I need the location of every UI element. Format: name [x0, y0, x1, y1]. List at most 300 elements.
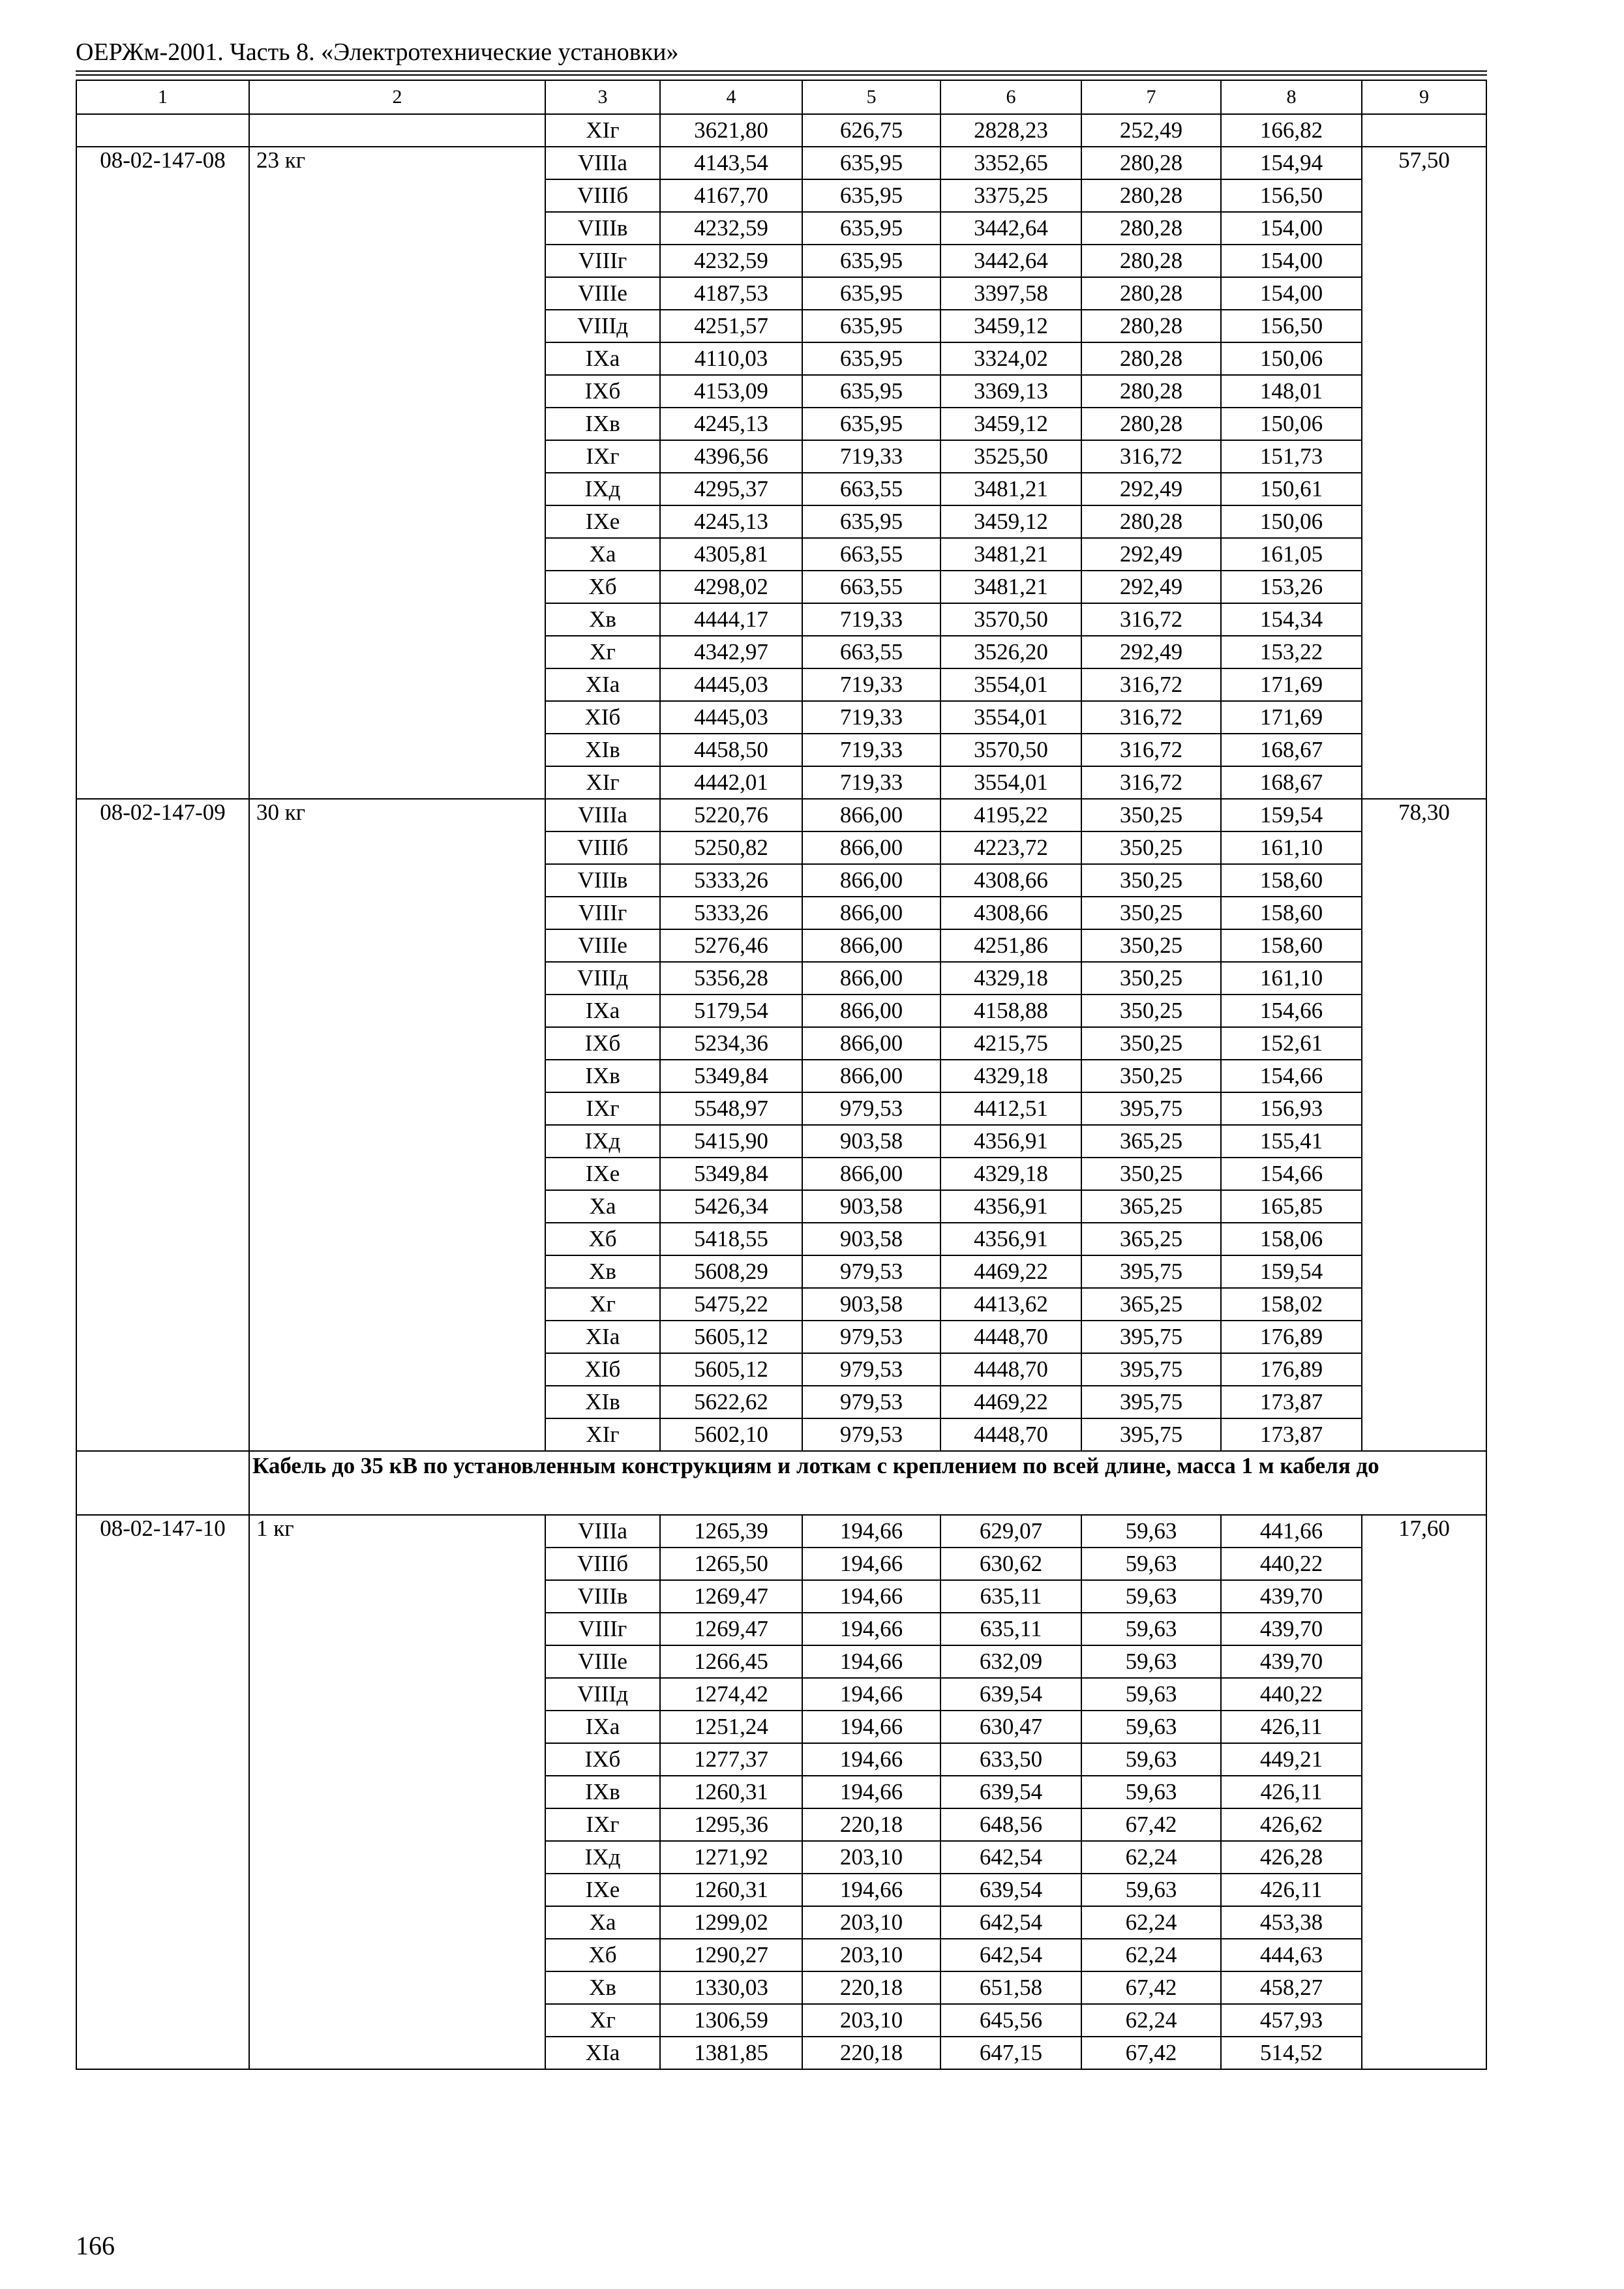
value-cell: IXе [545, 1874, 660, 1906]
value-cell: 158,60 [1221, 897, 1362, 929]
value-cell: 635,95 [802, 408, 940, 440]
value-cell: VIIIд [545, 962, 660, 995]
value-cell: 67,42 [1081, 1971, 1221, 2004]
value-cell: 635,95 [802, 310, 940, 342]
value-cell: 979,53 [802, 1321, 940, 1353]
value-cell: IXа [545, 995, 660, 1027]
code-cell: 08-02-147-08 [76, 147, 249, 799]
value-cell: 440,22 [1221, 1678, 1362, 1711]
value-cell: 203,10 [802, 1906, 940, 1939]
value-cell: 280,28 [1081, 505, 1221, 538]
col9-cell: 78,30 [1362, 799, 1486, 1451]
value-cell: Xб [545, 571, 660, 603]
value-cell: 635,11 [940, 1580, 1081, 1613]
column-number: 8 [1221, 80, 1362, 114]
value-cell: 426,62 [1221, 1808, 1362, 1841]
value-cell: 630,62 [940, 1548, 1081, 1580]
value-cell: 1330,03 [660, 1971, 802, 2004]
value-cell: 426,11 [1221, 1874, 1362, 1906]
value-cell: 1306,59 [660, 2004, 802, 2037]
value-cell: 350,25 [1081, 1158, 1221, 1190]
value-cell: Xг [545, 2004, 660, 2037]
column-number: 9 [1362, 80, 1486, 114]
value-cell: 3621,80 [660, 114, 802, 147]
value-cell: 365,25 [1081, 1223, 1221, 1255]
value-cell: 350,25 [1081, 897, 1221, 929]
value-cell: 292,49 [1081, 473, 1221, 505]
value-cell: 220,18 [802, 1971, 940, 2004]
value-cell: 458,27 [1221, 1971, 1362, 2004]
value-cell: 5605,12 [660, 1353, 802, 1386]
value-cell: 156,50 [1221, 310, 1362, 342]
value-cell: VIIIа [545, 1515, 660, 1548]
value-cell: 1290,27 [660, 1939, 802, 1971]
value-cell: 719,33 [802, 734, 940, 766]
value-cell: VIIIе [545, 1645, 660, 1678]
value-cell: 2828,23 [940, 114, 1081, 147]
value-cell: 165,85 [1221, 1190, 1362, 1223]
value-cell: IXе [545, 505, 660, 538]
value-cell: 457,93 [1221, 2004, 1362, 2037]
value-cell: 161,05 [1221, 538, 1362, 571]
value-cell: 719,33 [802, 603, 940, 636]
value-cell: 642,54 [940, 1906, 1081, 1939]
value-cell: 350,25 [1081, 1060, 1221, 1092]
value-cell: 194,66 [802, 1613, 940, 1645]
value-cell: IXа [545, 342, 660, 375]
value-cell: 1295,36 [660, 1808, 802, 1841]
value-cell: 176,89 [1221, 1353, 1362, 1386]
value-cell: Xг [545, 636, 660, 668]
value-cell: VIIIе [545, 929, 660, 962]
value-cell: 220,18 [802, 1808, 940, 1841]
value-cell: 194,66 [802, 1645, 940, 1678]
value-cell: 5475,22 [660, 1288, 802, 1321]
value-cell: 150,61 [1221, 473, 1362, 505]
value-cell: 903,58 [802, 1125, 940, 1158]
value-cell: 4153,09 [660, 375, 802, 408]
value-cell: IXб [545, 1027, 660, 1060]
value-cell: 4308,66 [940, 897, 1081, 929]
value-cell: 161,10 [1221, 831, 1362, 864]
value-cell: 3570,50 [940, 603, 1081, 636]
value-cell: 280,28 [1081, 310, 1221, 342]
value-cell: 4245,13 [660, 505, 802, 538]
page-header: ОЕРЖм-2001. Часть 8. «Электротехнические установки» [76, 38, 679, 66]
value-cell: 62,24 [1081, 2004, 1221, 2037]
value-cell: 194,66 [802, 1548, 940, 1580]
column-number: 5 [802, 80, 940, 114]
value-cell: 979,53 [802, 1255, 940, 1288]
value-cell: XIа [545, 1321, 660, 1353]
value-cell: 630,47 [940, 1711, 1081, 1743]
value-cell: 59,63 [1081, 1711, 1221, 1743]
value-cell: 5333,26 [660, 864, 802, 897]
value-cell: 350,25 [1081, 831, 1221, 864]
value-cell: 626,75 [802, 114, 940, 147]
value-cell: 1269,47 [660, 1613, 802, 1645]
value-cell: 3397,58 [940, 277, 1081, 310]
value-cell: 350,25 [1081, 864, 1221, 897]
value-cell: 719,33 [802, 440, 940, 473]
value-cell: 439,70 [1221, 1580, 1362, 1613]
column-number: 7 [1081, 80, 1221, 114]
value-cell: 441,66 [1221, 1515, 1362, 1548]
value-cell: IXв [545, 1776, 660, 1808]
value-cell: 514,52 [1221, 2037, 1362, 2069]
value-cell: 316,72 [1081, 668, 1221, 701]
value-cell: 663,55 [802, 538, 940, 571]
value-cell: 4469,22 [940, 1255, 1081, 1288]
value-cell: 4295,37 [660, 473, 802, 505]
value-cell: 5548,97 [660, 1092, 802, 1125]
value-cell: 194,66 [802, 1678, 940, 1711]
value-cell: 154,66 [1221, 1158, 1362, 1190]
value-cell: 154,66 [1221, 995, 1362, 1027]
value-cell: VIIIг [545, 245, 660, 277]
description-cell: 23 кг [249, 147, 545, 799]
value-cell: 719,33 [802, 766, 940, 799]
value-cell: 4232,59 [660, 245, 802, 277]
value-cell: VIIIа [545, 799, 660, 831]
value-cell: 4298,02 [660, 571, 802, 603]
value-cell: 645,56 [940, 2004, 1081, 2037]
value-cell: 3324,02 [940, 342, 1081, 375]
value-cell: 3526,20 [940, 636, 1081, 668]
value-cell: 148,01 [1221, 375, 1362, 408]
value-cell: 280,28 [1081, 147, 1221, 179]
table-row [76, 147, 1486, 179]
value-cell: 5220,76 [660, 799, 802, 831]
value-cell: 280,28 [1081, 408, 1221, 440]
value-cell: 158,60 [1221, 929, 1362, 962]
value-cell: 155,41 [1221, 1125, 1362, 1158]
value-cell: 866,00 [802, 831, 940, 864]
value-cell: 4356,91 [940, 1223, 1081, 1255]
value-cell: XIа [545, 668, 660, 701]
column-number: 6 [940, 80, 1081, 114]
value-cell: Xг [545, 1288, 660, 1321]
value-cell: 3525,50 [940, 440, 1081, 473]
value-cell: 866,00 [802, 995, 940, 1027]
value-cell: 903,58 [802, 1223, 940, 1255]
value-cell: 4356,91 [940, 1190, 1081, 1223]
value-cell: 639,54 [940, 1776, 1081, 1808]
value-cell: VIIIв [545, 864, 660, 897]
code-cell: 08-02-147-09 [76, 799, 249, 1451]
value-cell: 5349,84 [660, 1158, 802, 1190]
value-cell: VIIIд [545, 310, 660, 342]
value-cell: IXг [545, 440, 660, 473]
value-cell: 426,11 [1221, 1711, 1362, 1743]
value-cell: 350,25 [1081, 929, 1221, 962]
value-cell: 3570,50 [940, 734, 1081, 766]
value-cell: 5356,28 [660, 962, 802, 995]
value-cell: 166,82 [1221, 114, 1362, 147]
table-row [76, 799, 1486, 831]
value-cell: 194,66 [802, 1874, 940, 1906]
value-cell: 866,00 [802, 1027, 940, 1060]
value-cell: 903,58 [802, 1190, 940, 1223]
value-cell: 642,54 [940, 1939, 1081, 1971]
value-cell: 663,55 [802, 571, 940, 603]
value-cell: 194,66 [802, 1776, 940, 1808]
value-cell: 4356,91 [940, 1125, 1081, 1158]
value-cell: 1265,39 [660, 1515, 802, 1548]
value-cell: 635,95 [802, 375, 940, 408]
resource-table [76, 80, 1487, 2070]
value-cell: 866,00 [802, 962, 940, 995]
value-cell: XIб [545, 1353, 660, 1386]
value-cell: 154,00 [1221, 212, 1362, 245]
value-cell: 59,63 [1081, 1874, 1221, 1906]
value-cell: 62,24 [1081, 1939, 1221, 1971]
value-cell: 4444,17 [660, 603, 802, 636]
value-cell: 866,00 [802, 897, 940, 929]
value-cell: 4458,50 [660, 734, 802, 766]
value-cell: 1271,92 [660, 1841, 802, 1874]
value-cell: 395,75 [1081, 1418, 1221, 1451]
value-cell: 365,25 [1081, 1190, 1221, 1223]
value-cell: 67,42 [1081, 1808, 1221, 1841]
value-cell: 194,66 [802, 1515, 940, 1548]
value-cell: 635,95 [802, 212, 940, 245]
value-cell: 866,00 [802, 1158, 940, 1190]
value-cell: 158,02 [1221, 1288, 1362, 1321]
value-cell: 4215,75 [940, 1027, 1081, 1060]
value-cell: XIв [545, 734, 660, 766]
value-cell: 4195,22 [940, 799, 1081, 831]
value-cell: IXб [545, 1743, 660, 1776]
value-cell: 194,66 [802, 1711, 940, 1743]
value-cell: 154,00 [1221, 277, 1362, 310]
value-cell: IXв [545, 1060, 660, 1092]
value-cell: 3459,12 [940, 310, 1081, 342]
value-cell: 156,50 [1221, 179, 1362, 212]
value-cell: VIIIе [545, 277, 660, 310]
value-cell: 444,63 [1221, 1939, 1362, 1971]
value-cell: 316,72 [1081, 603, 1221, 636]
value-cell: IXе [545, 1158, 660, 1190]
value-cell: Xа [545, 538, 660, 571]
value-cell: 4413,62 [940, 1288, 1081, 1321]
value-cell: 5234,36 [660, 1027, 802, 1060]
value-cell: 158,06 [1221, 1223, 1362, 1255]
value-cell: 395,75 [1081, 1321, 1221, 1353]
value-cell: 395,75 [1081, 1353, 1221, 1386]
value-cell: 629,07 [940, 1515, 1081, 1548]
value-cell: 59,63 [1081, 1515, 1221, 1548]
value-cell: 395,75 [1081, 1255, 1221, 1288]
value-cell: 150,06 [1221, 505, 1362, 538]
value-cell: 1260,31 [660, 1874, 802, 1906]
value-cell: 292,49 [1081, 571, 1221, 603]
value-cell: 4329,18 [940, 1158, 1081, 1190]
value-cell: Xб [545, 1223, 660, 1255]
value-cell: 1265,50 [660, 1548, 802, 1580]
value-cell: 4251,86 [940, 929, 1081, 962]
value-cell: 59,63 [1081, 1678, 1221, 1711]
value-cell: 154,34 [1221, 603, 1362, 636]
value-cell: 156,93 [1221, 1092, 1362, 1125]
value-cell: Xа [545, 1906, 660, 1939]
value-cell: 3459,12 [940, 408, 1081, 440]
value-cell: 4143,54 [660, 147, 802, 179]
value-cell: 171,69 [1221, 668, 1362, 701]
value-cell: 639,54 [940, 1874, 1081, 1906]
value-cell: 280,28 [1081, 277, 1221, 310]
value-cell: 194,66 [802, 1743, 940, 1776]
value-cell: 161,10 [1221, 962, 1362, 995]
value-cell: 350,25 [1081, 995, 1221, 1027]
value-cell: VIIIб [545, 1548, 660, 1580]
column-number: 3 [545, 80, 660, 114]
value-cell: 5608,29 [660, 1255, 802, 1288]
value-cell: VIIIб [545, 831, 660, 864]
value-cell: 3554,01 [940, 766, 1081, 799]
value-cell: 150,06 [1221, 408, 1362, 440]
value-cell: 633,50 [940, 1743, 1081, 1776]
value-cell: 280,28 [1081, 245, 1221, 277]
value-cell: 3442,64 [940, 212, 1081, 245]
header-rule-top [76, 70, 1487, 72]
value-cell: Xа [545, 1190, 660, 1223]
value-cell: 350,25 [1081, 799, 1221, 831]
value-cell: 153,26 [1221, 571, 1362, 603]
value-cell: 3554,01 [940, 701, 1081, 734]
value-cell: IXа [545, 1711, 660, 1743]
value-cell: 1274,42 [660, 1678, 802, 1711]
value-cell: 220,18 [802, 2037, 940, 2069]
section-blank-cell [76, 1451, 249, 1515]
value-cell: 4232,59 [660, 212, 802, 245]
value-cell: Xв [545, 1971, 660, 2004]
value-cell: VIIIа [545, 147, 660, 179]
value-cell: XIв [545, 1386, 660, 1418]
value-cell: 4251,57 [660, 310, 802, 342]
value-cell: XIг [545, 766, 660, 799]
col9-cell [1362, 114, 1486, 147]
value-cell: VIIIд [545, 1678, 660, 1711]
value-cell: 59,63 [1081, 1613, 1221, 1645]
value-cell: 4329,18 [940, 962, 1081, 995]
value-cell: VIIIв [545, 212, 660, 245]
value-cell: 426,28 [1221, 1841, 1362, 1874]
value-cell: 203,10 [802, 1841, 940, 1874]
value-cell: 3481,21 [940, 538, 1081, 571]
value-cell: 3369,13 [940, 375, 1081, 408]
description-cell [249, 114, 545, 147]
value-cell: 150,06 [1221, 342, 1362, 375]
value-cell: 635,11 [940, 1613, 1081, 1645]
value-cell: 635,95 [802, 505, 940, 538]
value-cell: 252,49 [1081, 114, 1221, 147]
value-cell: 635,95 [802, 277, 940, 310]
value-cell: 154,00 [1221, 245, 1362, 277]
value-cell: 395,75 [1081, 1386, 1221, 1418]
value-cell: 632,09 [940, 1645, 1081, 1678]
value-cell: Xв [545, 1255, 660, 1288]
value-cell: 4342,97 [660, 636, 802, 668]
value-cell: 449,21 [1221, 1743, 1362, 1776]
value-cell: 316,72 [1081, 766, 1221, 799]
description-cell: 1 кг [249, 1515, 545, 2069]
value-cell: 4305,81 [660, 538, 802, 571]
value-cell: 663,55 [802, 636, 940, 668]
value-cell: 292,49 [1081, 538, 1221, 571]
value-cell: 426,11 [1221, 1776, 1362, 1808]
value-cell: 1251,24 [660, 1711, 802, 1743]
value-cell: 5179,54 [660, 995, 802, 1027]
value-cell: 365,25 [1081, 1125, 1221, 1158]
value-cell: 154,94 [1221, 147, 1362, 179]
value-cell: 168,67 [1221, 766, 1362, 799]
value-cell: 171,69 [1221, 701, 1362, 734]
value-cell: VIIIг [545, 897, 660, 929]
value-cell: 59,63 [1081, 1743, 1221, 1776]
value-cell: 168,67 [1221, 734, 1362, 766]
value-cell: 280,28 [1081, 212, 1221, 245]
value-cell: 153,22 [1221, 636, 1362, 668]
value-cell: 5605,12 [660, 1321, 802, 1353]
value-cell: XIг [545, 1418, 660, 1451]
value-cell: 4167,70 [660, 179, 802, 212]
value-cell: 4448,70 [940, 1353, 1081, 1386]
page-number: 166 [76, 2231, 115, 2260]
value-cell: 5276,46 [660, 929, 802, 962]
value-cell: 3442,64 [940, 245, 1081, 277]
code-cell: 08-02-147-10 [76, 1515, 249, 2069]
value-cell: 176,89 [1221, 1321, 1362, 1353]
value-cell: 979,53 [802, 1353, 940, 1386]
value-cell: XIб [545, 701, 660, 734]
value-cell: 280,28 [1081, 342, 1221, 375]
column-number: 2 [249, 80, 545, 114]
value-cell: 635,95 [802, 179, 940, 212]
value-cell: 3375,25 [940, 179, 1081, 212]
value-cell: 1299,02 [660, 1906, 802, 1939]
value-cell: 1260,31 [660, 1776, 802, 1808]
value-cell: 203,10 [802, 2004, 940, 2037]
value-cell: 5415,90 [660, 1125, 802, 1158]
value-cell: 4158,88 [940, 995, 1081, 1027]
value-cell: 280,28 [1081, 375, 1221, 408]
value-cell: 151,73 [1221, 440, 1362, 473]
value-cell: 903,58 [802, 1288, 940, 1321]
value-cell: IXб [545, 375, 660, 408]
column-number: 1 [76, 80, 249, 114]
value-cell: 979,53 [802, 1092, 940, 1125]
value-cell: IXд [545, 473, 660, 505]
value-cell: 5426,34 [660, 1190, 802, 1223]
value-cell: 350,25 [1081, 1027, 1221, 1060]
value-cell: 635,95 [802, 245, 940, 277]
value-cell: 648,56 [940, 1808, 1081, 1841]
value-cell: 719,33 [802, 668, 940, 701]
value-cell: 866,00 [802, 1060, 940, 1092]
value-cell: 4412,51 [940, 1092, 1081, 1125]
value-cell: 866,00 [802, 929, 940, 962]
value-cell: 979,53 [802, 1386, 940, 1418]
value-cell: 635,95 [802, 147, 940, 179]
value-cell: 3481,21 [940, 571, 1081, 603]
value-cell: 173,87 [1221, 1386, 1362, 1418]
value-cell: 62,24 [1081, 1841, 1221, 1874]
value-cell: 316,72 [1081, 734, 1221, 766]
value-cell: 173,87 [1221, 1418, 1362, 1451]
value-cell: 635,95 [802, 342, 940, 375]
value-cell: 5250,82 [660, 831, 802, 864]
